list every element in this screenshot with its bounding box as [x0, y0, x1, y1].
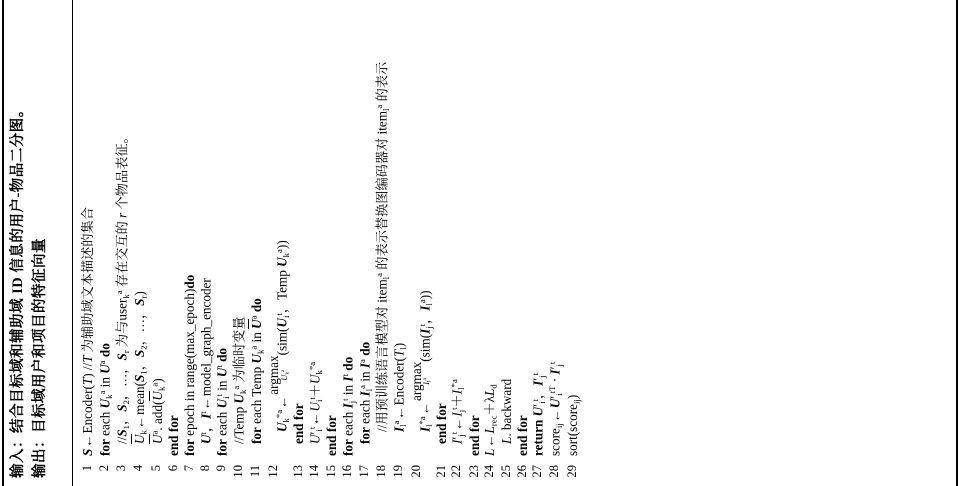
line-content: $I_l^{*a}\leftarrow$ argmax $I_l^a$ ($sim(I_j^t$，$I_l^a$)) — [408, 290, 434, 432]
algorithm-line — [515, 0, 531, 486]
algorithm-line — [80, 0, 97, 486]
algorithm-line — [248, 0, 266, 486]
algorithm-line — [291, 0, 307, 486]
line-content: end for — [166, 415, 182, 456]
line-number: 1 — [80, 465, 94, 472]
line-content: end for — [291, 403, 307, 444]
line-content: sort(score$_{ij}$) — [564, 394, 582, 456]
line-content: //用预训练语言模型对 item$_l^a$ 的表示替换图编码器对 item$_l^a$ 的表示 — [374, 61, 392, 432]
algorithm-line — [307, 0, 324, 486]
line-number: 16 — [339, 465, 354, 478]
line-content: $U^a$. $add(U_k^a)$ — [149, 378, 167, 444]
line-number: 11 — [248, 465, 263, 478]
line-number: 29 — [564, 465, 579, 478]
line-number: 4 — [131, 465, 146, 472]
line-number: 23 — [466, 465, 481, 478]
line-number: 7 — [182, 465, 197, 472]
line-content: S←Encoder(T) //T 为辅助域文本描述的集合 — [80, 207, 96, 456]
line-number: 14 — [306, 465, 321, 478]
line-number: 19 — [391, 465, 406, 478]
line-number: 10 — [230, 465, 245, 478]
line-content: $U_k^{*a}\leftarrow$ argmax $U_k^a$ ($sim(U_i^t$，Temp $U_k^a$)) — [265, 240, 291, 432]
line-number: 9 — [213, 465, 228, 472]
line-number: 12 — [265, 465, 280, 478]
rule-top — [2, 0, 4, 486]
line-content: $I_l^a\leftarrow Encoder(T_l)$ — [391, 342, 409, 432]
line-content: $//S_1$，$S_2$，…，$S_r$ 为与user$_k^a$ 存在交互的 r 个物品表征。 — [113, 130, 131, 444]
line-content: end for — [514, 415, 530, 456]
algorithm-line — [340, 0, 357, 486]
line-content: $U_k\leftarrow mean(S_1$，$S_2$，…，$S_r$) — [132, 291, 149, 444]
algorithm-line — [357, 0, 374, 486]
line-number: 20 — [408, 465, 423, 478]
line-content: //Temp $U_k^a$ 为临时变量 — [230, 316, 248, 444]
algorithm-line — [182, 0, 198, 486]
output-label: 输出： — [31, 433, 48, 478]
line-content: L. backward — [498, 378, 514, 444]
line-content: for each $U_i^t$ in $U^t$ do — [213, 347, 231, 456]
algorithm-line — [467, 0, 483, 486]
line-number: 2 — [96, 465, 111, 472]
line-content: $score_{ij}\leftarrow U'_i^{tT} \cdot I'_j^t$ — [547, 361, 565, 456]
algorithm-line — [149, 0, 167, 486]
input-text: 结合目标域和辅助域 ID 信息的用户-物品二分图。 — [10, 102, 26, 433]
line-content: $I'_j^t\leftarrow I_j^t+I_l^{*a}$ — [449, 379, 467, 444]
algorithm-line — [391, 0, 408, 486]
algorithm-line — [374, 0, 391, 486]
line-content: for each $U_k^a$ in $U^a$ do — [96, 343, 114, 456]
algorithm-line — [97, 0, 114, 486]
algorithm-line — [131, 0, 149, 486]
line-number: 8 — [197, 465, 212, 472]
line-number: 25 — [498, 465, 513, 478]
line-number: 22 — [449, 465, 464, 478]
algorithm-line — [482, 0, 499, 486]
line-number: 15 — [324, 465, 339, 478]
line-number: 24 — [482, 465, 497, 478]
line-number: 13 — [291, 465, 306, 478]
line-number: 3 — [113, 465, 128, 472]
line-number: 6 — [166, 465, 181, 472]
line-content: $U^t$，$I^t\leftarrow model\_graph\_encoder$ — [197, 278, 214, 444]
line-number: 27 — [530, 465, 545, 478]
output-text: 目标域用户和项目的特征向量 — [31, 238, 48, 433]
rule-bottom — [956, 0, 958, 486]
line-number: 26 — [514, 465, 529, 478]
output-line — [30, 8, 52, 478]
line-number: 5 — [148, 465, 163, 472]
input-line — [8, 8, 30, 478]
algorithm-line — [214, 0, 231, 486]
algorithm-line — [114, 0, 131, 486]
line-number: 17 — [356, 465, 371, 478]
algorithm-line — [434, 0, 450, 486]
line-number: 18 — [374, 465, 389, 478]
algorithm-line — [231, 0, 248, 486]
algorithm-line — [409, 0, 434, 486]
line-content: for each $I_j^t$ in $I^t$ do — [339, 356, 357, 456]
algorithm-line — [324, 0, 340, 486]
line-number: 21 — [433, 465, 448, 478]
algorithm-line — [266, 0, 291, 486]
algorithm-line — [499, 0, 515, 486]
line-content: for each $I_l^a$ in $I^a$ do — [356, 341, 374, 444]
algorithm-line — [198, 0, 214, 486]
algorithm-line — [166, 0, 182, 486]
line-content: $L\leftarrow L_{rec}+\lambda L_d$ — [482, 384, 499, 456]
line-content: $U'_i^t\leftarrow U_i^t+U_k^{*a}$ — [306, 361, 324, 444]
algorithm-header — [8, 8, 52, 478]
line-content: end for — [433, 403, 449, 444]
line-content: end for — [324, 415, 340, 456]
rule-middle — [72, 0, 73, 486]
algorithm-line — [530, 0, 547, 486]
algorithm-line — [565, 0, 582, 486]
line-content: for epoch in range(max_epoch)do — [182, 274, 198, 456]
algorithm-body — [80, 0, 581, 486]
line-number: 28 — [547, 465, 562, 478]
algorithm-line — [547, 0, 564, 486]
line-content: end for — [466, 415, 482, 456]
line-content: return $U'_i^t$，$I'_j^t$ — [530, 372, 548, 456]
algorithm-line — [449, 0, 466, 486]
input-label: 输入： — [10, 433, 26, 478]
line-content: for each Temp $U_k^a$ in $U^a$ do — [248, 298, 266, 444]
